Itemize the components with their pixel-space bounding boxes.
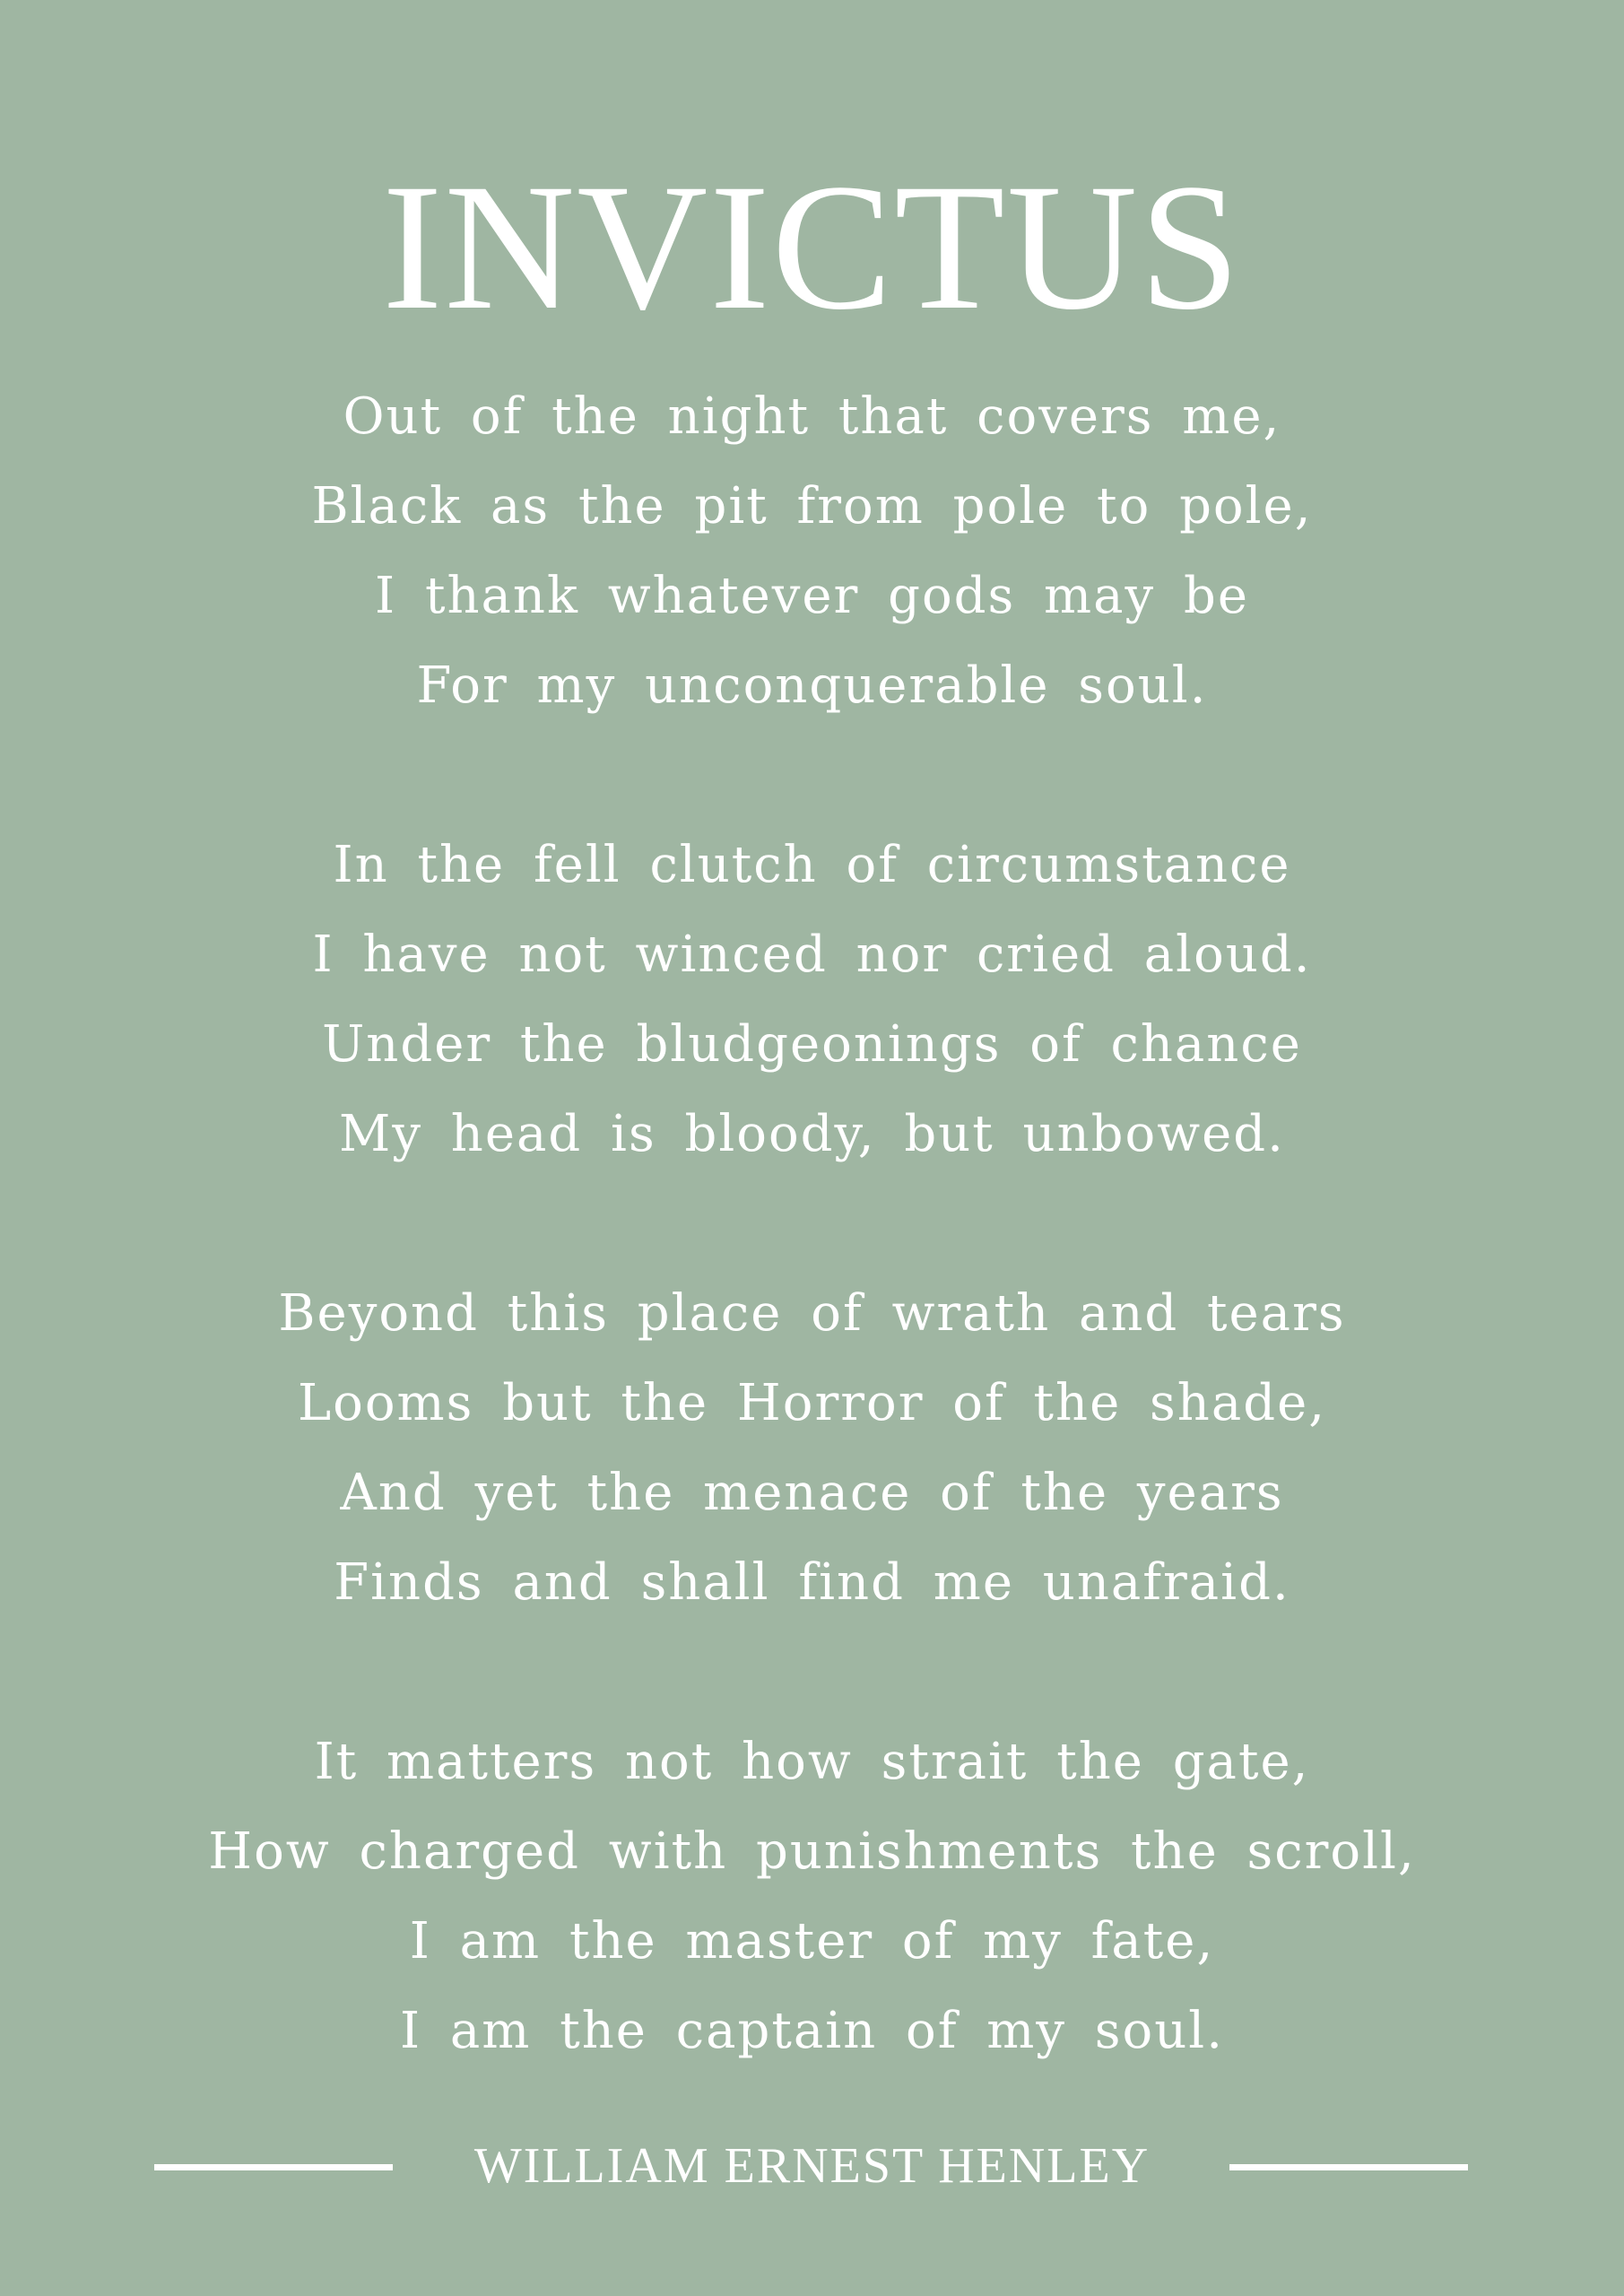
poem-line: Looms but the Horror of the shade, [297, 1374, 1327, 1432]
poem-line: And yet the menace of the years [340, 1464, 1284, 1522]
poem-line: Finds and shall find me unafraid. [334, 1553, 1290, 1612]
author-row [0, 2130, 1624, 2202]
right-divider [1229, 2164, 1468, 2170]
stanza [0, 821, 1624, 1179]
author-name: WILLIAM ERNEST HENLEY [473, 2138, 1151, 2194]
poem-line: In the fell clutch of circumstance [333, 836, 1291, 894]
poem-line: I have not winced nor cried aloud. [312, 926, 1312, 984]
stanza [0, 372, 1624, 731]
poem-line: How charged with punishments the scroll, [208, 1822, 1416, 1881]
poem-line: Out of the night that covers me, [343, 387, 1281, 446]
poem-line: My head is bloody, but unbowed. [339, 1105, 1285, 1163]
stanza [0, 1718, 1624, 2076]
poem-title: INVICTUS [382, 146, 1242, 347]
poem-line: I am the captain of my soul. [400, 2002, 1224, 2060]
poem-line: I thank whatever gods may be [375, 567, 1249, 625]
stanza [0, 1269, 1624, 1628]
poem-line: I am the master of my fate, [409, 1912, 1215, 1970]
poem-line: Under the bludgeonings of chance [322, 1015, 1302, 1074]
poem-body [0, 372, 1624, 2166]
poem-line: For my unconquerable soul. [416, 657, 1208, 715]
poem-line: Beyond this place of wrath and tears [278, 1284, 1346, 1343]
poem-line: It matters not how strait the gate, [314, 1733, 1310, 1791]
poem-line: Black as the pit from pole to pole, [311, 477, 1313, 535]
